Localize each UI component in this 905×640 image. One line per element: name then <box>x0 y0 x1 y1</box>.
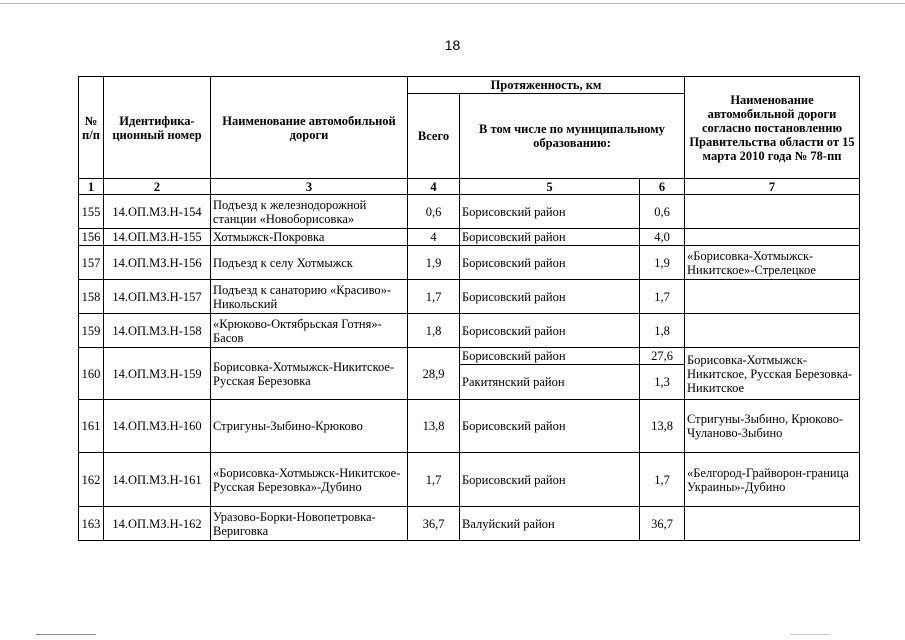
row-total: 1,9 <box>408 246 460 280</box>
col-number-2: 2 <box>104 179 211 195</box>
row-district-2-length: 1,3 <box>640 365 685 400</box>
row-district-length: 1,9 <box>640 246 685 280</box>
row-number: 160 <box>79 348 104 400</box>
row-id: 14.ОП.МЗ.Н-162 <box>104 507 211 541</box>
row-road-name: Стригуны-Зыбино-Крюково <box>211 400 408 453</box>
row-total: 13,8 <box>408 400 460 453</box>
table-row <box>79 195 860 229</box>
row-district: Борисовский район <box>460 400 640 453</box>
row-district-length: 27,6 <box>640 348 685 365</box>
row-decree-name <box>685 507 860 541</box>
row-district: Валуйский район <box>460 507 640 541</box>
row-number: 158 <box>79 280 104 314</box>
roads-table <box>78 76 860 541</box>
row-number: 155 <box>79 195 104 229</box>
row-id: 14.ОП.МЗ.Н-160 <box>104 400 211 453</box>
row-road-name: Борисовка-Хотмыжск-Никитское-Русская Березовка <box>211 348 408 400</box>
row-district-length: 36,7 <box>640 507 685 541</box>
row-district-length: 1,8 <box>640 314 685 348</box>
row-district: Борисовский район <box>460 314 640 348</box>
col-number-1: 1 <box>79 179 104 195</box>
header-incl: В том числе по муниципальному образованию: <box>460 94 685 179</box>
row-decree-name <box>685 314 860 348</box>
header-total: Всего <box>408 94 460 179</box>
row-id: 14.ОП.МЗ.Н-159 <box>104 348 211 400</box>
row-district: Борисовский район <box>460 348 640 365</box>
row-district-length: 0,6 <box>640 195 685 229</box>
column-numbers-row <box>79 179 860 195</box>
row-total: 1,7 <box>408 280 460 314</box>
col-number-7: 7 <box>685 179 860 195</box>
header-id: Идентифика-ционный номер <box>104 77 211 179</box>
table-row <box>79 246 860 280</box>
row-id: 14.ОП.МЗ.Н-157 <box>104 280 211 314</box>
row-decree-name <box>685 280 860 314</box>
header-row-1 <box>79 77 860 94</box>
row-id: 14.ОП.МЗ.Н-156 <box>104 246 211 280</box>
row-total: 0,6 <box>408 195 460 229</box>
col-number-6: 6 <box>640 179 685 195</box>
row-road-name: Подъезд к санаторию «Красиво»-Никольский <box>211 280 408 314</box>
row-road-name: «Крюково-Октябрьская Готня»-Басов <box>211 314 408 348</box>
row-id: 14.ОП.МЗ.Н-155 <box>104 229 211 246</box>
row-district: Борисовский район <box>460 246 640 280</box>
row-district: Борисовский район <box>460 229 640 246</box>
row-district: Борисовский район <box>460 280 640 314</box>
row-road-name: Хотмыжск-Покровка <box>211 229 408 246</box>
row-total: 28,9 <box>408 348 460 400</box>
table-row <box>79 314 860 348</box>
row-id: 14.ОП.МЗ.Н-161 <box>104 453 211 507</box>
row-decree-name <box>685 195 860 229</box>
row-number: 156 <box>79 229 104 246</box>
table-row <box>79 507 860 541</box>
table-row <box>79 229 860 246</box>
row-road-name: Уразово-Борки-Новопетровка-Вериговка <box>211 507 408 541</box>
header-decree: Наименование автомобильной дороги согласно постановлению Правительства области от 15 марта 2010 года № 78-пп <box>685 77 860 179</box>
row-number: 163 <box>79 507 104 541</box>
row-decree-name: «Борисовка-Хотмыжск-Никитское»-Стрелецкое <box>685 246 860 280</box>
row-id: 14.ОП.МЗ.Н-158 <box>104 314 211 348</box>
table-row <box>79 453 860 507</box>
header-length-group: Протяженность, км <box>408 77 685 94</box>
row-road-name: Подъезд к железнодорожной станции «Новоборисовка» <box>211 195 408 229</box>
row-decree-name <box>685 229 860 246</box>
row-district-length: 4,0 <box>640 229 685 246</box>
bottom-edge-mark <box>790 634 830 635</box>
row-district-2: Ракитянский район <box>460 365 640 400</box>
row-number: 161 <box>79 400 104 453</box>
row-number: 157 <box>79 246 104 280</box>
col-number-4: 4 <box>408 179 460 195</box>
table-row <box>79 348 860 365</box>
col-number-3: 3 <box>211 179 408 195</box>
row-decree-name: Стригуны-Зыбино, Крюково-Чуланово-Зыбино <box>685 400 860 453</box>
table-row <box>79 280 860 314</box>
header-name: Наименование автомобильной дороги <box>211 77 408 179</box>
row-district: Борисовский район <box>460 195 640 229</box>
row-district-length: 1,7 <box>640 453 685 507</box>
header-num: № п/п <box>79 77 104 179</box>
row-id: 14.ОП.МЗ.Н-154 <box>104 195 211 229</box>
table-row <box>79 400 860 453</box>
row-road-name: «Борисовка-Хотмыжск-Никитское-Русская Березовка»-Дубино <box>211 453 408 507</box>
row-road-name: Подъезд к селу Хотмыжск <box>211 246 408 280</box>
row-decree-name: «Белгород-Грайворон-граница Украины»-Дубино <box>685 453 860 507</box>
row-total: 36,7 <box>408 507 460 541</box>
row-district-length: 1,7 <box>640 280 685 314</box>
row-district-length: 13,8 <box>640 400 685 453</box>
page-number: 18 <box>444 37 461 53</box>
row-district: Борисовский район <box>460 453 640 507</box>
bottom-edge-mark <box>36 634 96 635</box>
col-number-5: 5 <box>460 179 640 195</box>
row-total: 1,7 <box>408 453 460 507</box>
top-rule <box>0 3 905 4</box>
row-total: 1,8 <box>408 314 460 348</box>
row-total: 4 <box>408 229 460 246</box>
row-number: 162 <box>79 453 104 507</box>
row-decree-name: Борисовка-Хотмыжск-Никитское, Русская Березовка-Никитское <box>685 348 860 400</box>
row-number: 159 <box>79 314 104 348</box>
